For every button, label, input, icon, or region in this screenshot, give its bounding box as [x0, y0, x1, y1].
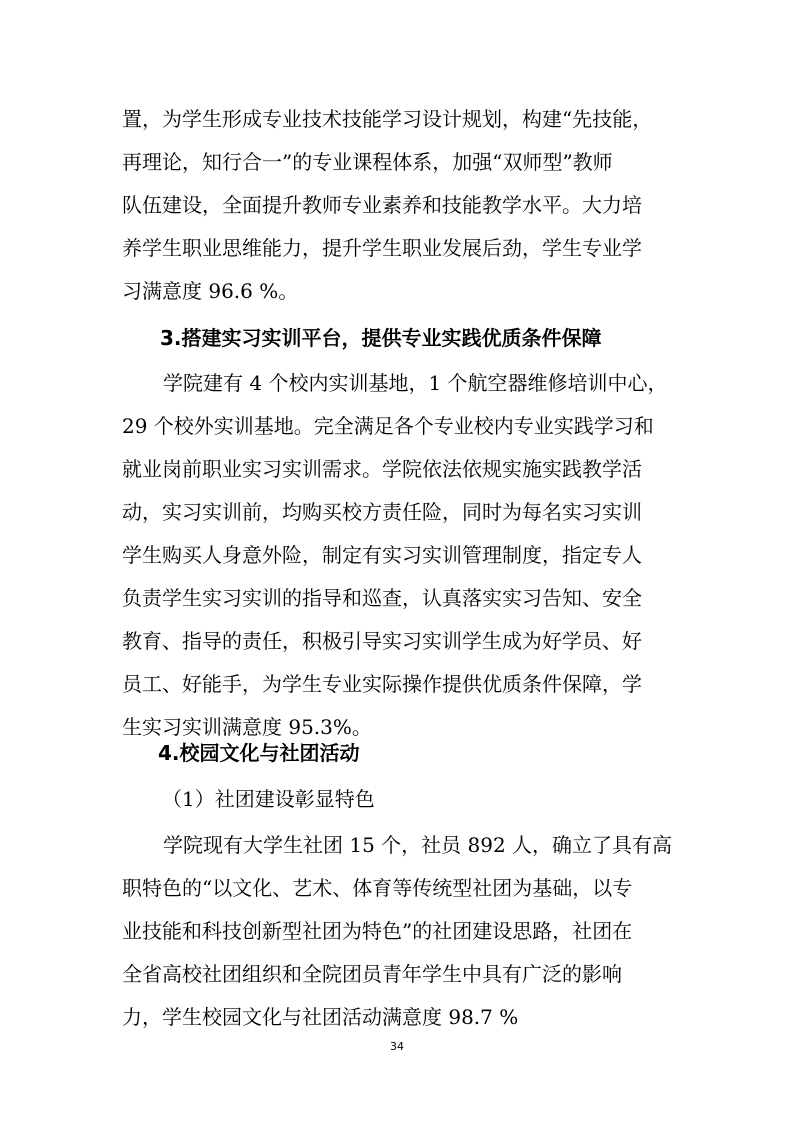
paragraph-line: 员工、好能手，为学生专业实际操作提供优质条件保障，学 [122, 672, 642, 696]
paragraph-line: 学生购买人身意外险，制定有实习实训管理制度，指定专人 [122, 543, 642, 567]
paragraph-line: 动，实习实训前，均购买校方责任险，同时为每名实习实训 [122, 500, 642, 524]
paragraph-line: 学院建有 4 个校内实训基地，1 个航空器维修培训中心， [163, 371, 668, 395]
paragraph-line: 队伍建设，全面提升教师专业素养和技能教学水平。大力培 [122, 193, 642, 217]
section-heading: 4.校园文化与社团活动 [158, 741, 360, 765]
paragraph-line: 学院现有大学生社团 15 个，社员 892 人，确立了具有高 [163, 833, 673, 857]
paragraph-line: 29 个校外实训基地。完全满足各个专业校内专业实践学习和 [122, 414, 654, 438]
paragraph-line: 置，为学生形成专业技术技能学习设计规划，构建“先技能， [122, 107, 653, 131]
paragraph-line: 全省高校社团组织和全院团员青年学生中具有广泛的影响 [122, 962, 622, 986]
paragraph-line: 负责学生实习实训的指导和巡查，认真落实实习告知、安全 [122, 586, 642, 610]
paragraph-line: 养学生职业思维能力，提升学生职业发展后劲，学生专业学 [122, 236, 642, 260]
paragraph-line: 习满意度 96.6 %。 [122, 279, 299, 303]
paragraph-line: 就业岗前职业实习实训需求。学院依法依规实施实践教学活 [122, 457, 642, 481]
paragraph-line: 职特色的“以文化、艺术、体育等传统型社团为基础，以专 [122, 876, 633, 900]
page-number: 34 [390, 1040, 404, 1053]
paragraph-line: 生实习实训满意度 95.3%。 [122, 715, 372, 739]
subsection-heading: （1）社团建设彰显特色 [162, 787, 375, 811]
section-heading: 3.搭建实习实训平台，提供专业实践优质条件保障 [160, 326, 602, 350]
paragraph-line: 力，学生校园文化与社团活动满意度 98.7 % [122, 1005, 519, 1029]
paragraph-line: 教育、指导的责任，积极引导实习实训学生成为好学员、好 [122, 629, 642, 653]
paragraph-line: 再理论，知行合一”的专业课程体系，加强“双师型”教师 [122, 150, 613, 174]
paragraph-line: 业技能和科技创新型社团为特色”的社团建设思路，社团在 [122, 919, 633, 943]
